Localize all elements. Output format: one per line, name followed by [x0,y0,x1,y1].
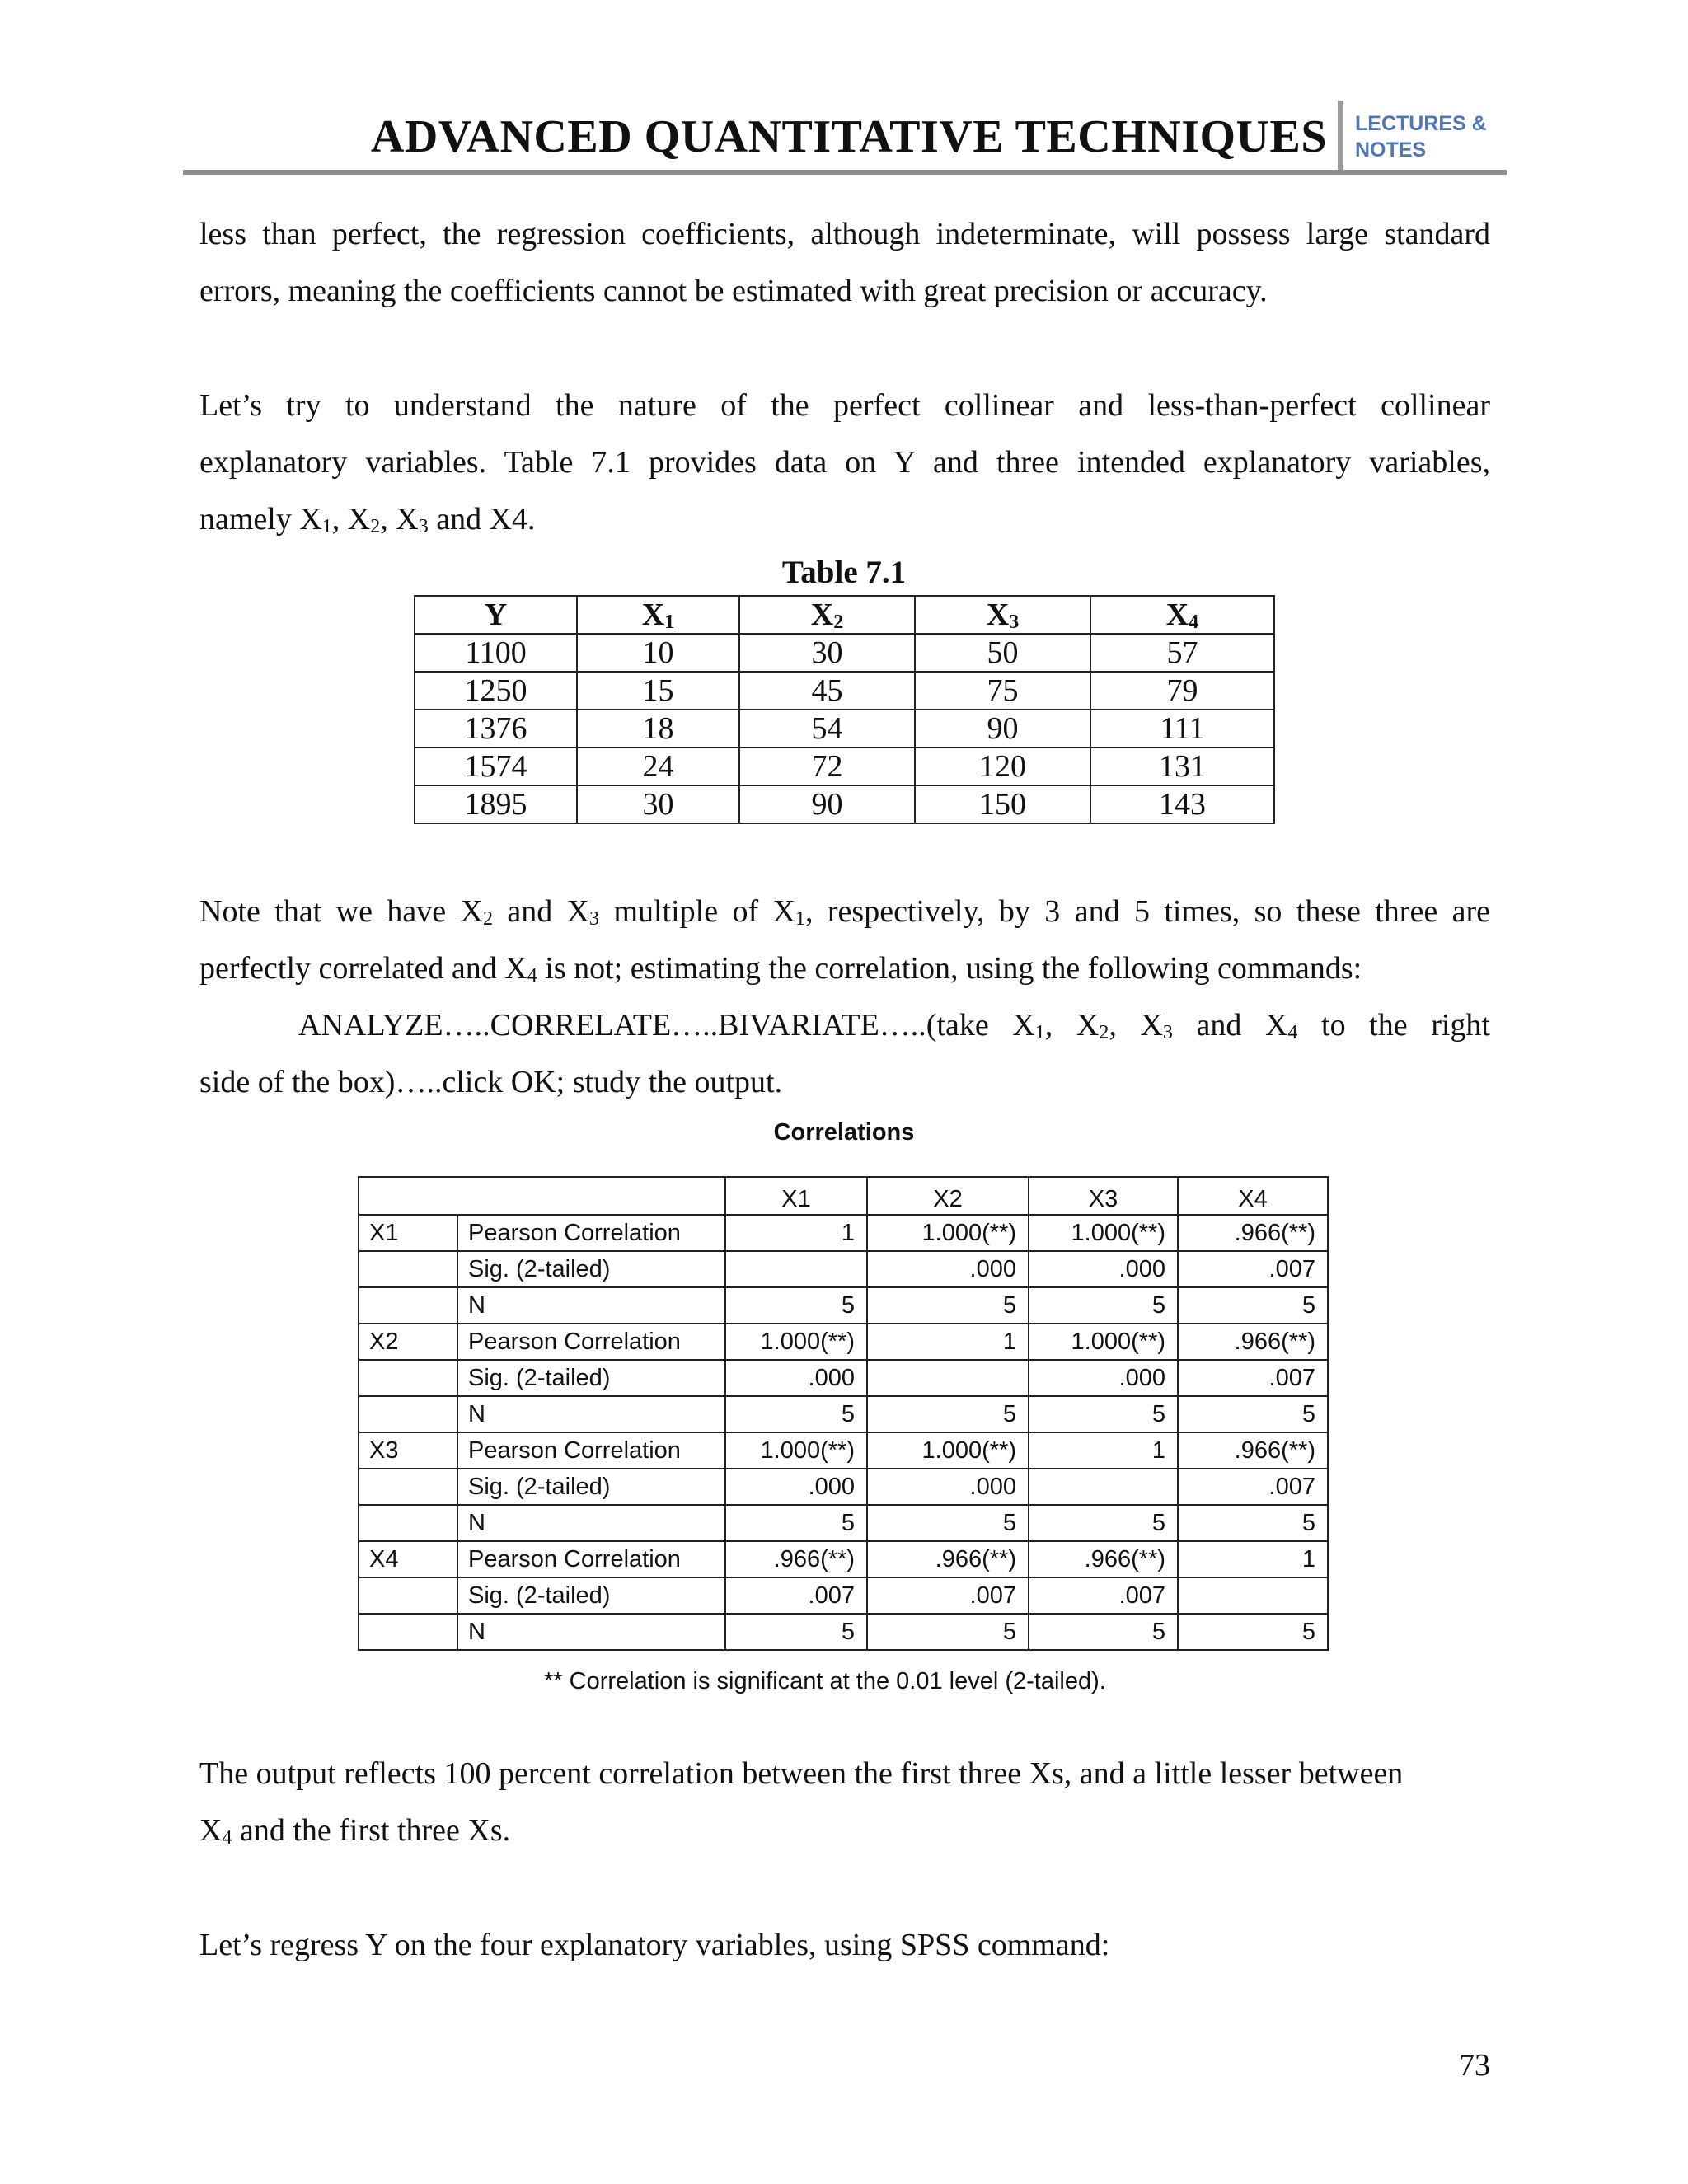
table-cell: 1895 [415,785,577,823]
table-cell: .007 [867,1577,1029,1614]
stat-label: Sig. (2-tailed) [457,1360,725,1396]
table-cell: 75 [915,672,1090,710]
page-number: 73 [1459,2048,1490,2083]
table-row [359,1577,1328,1614]
table-cell: .000 [725,1360,867,1396]
table-cell: 5 [1178,1396,1328,1432]
table-row [359,1360,1328,1396]
table-row [415,634,1274,672]
paragraph-4 [199,1746,1490,1859]
paragraph-3 [199,883,1490,1111]
paragraph-line: side of the box)…..click OK; study the output. [199,1065,783,1099]
column-header: X3 [1029,1177,1178,1215]
table-cell: .007 [1029,1577,1178,1614]
data-table [414,595,1275,824]
variable-label: X1 [359,1215,457,1251]
paragraph-line: $X_4$ and the first three Xs. [199,1813,511,1849]
table-cell: 90 [915,710,1090,748]
table-row [359,1287,1328,1324]
column-header: X4 [1178,1177,1328,1215]
table-cell: 1.000(**) [725,1324,867,1360]
variable-label [359,1614,457,1650]
table-cell: .007 [1178,1360,1328,1396]
table-cell: 54 [739,710,915,748]
table-header-cell: $X_4$ [1090,596,1274,634]
table-cell: 50 [915,634,1090,672]
table-cell: 30 [739,634,915,672]
table-cell: 5 [867,1396,1029,1432]
header-tag-line1: LECTURES & [1355,112,1487,135]
table-cell: 5 [867,1505,1029,1541]
paragraph-line: errors, meaning the coefficients cannot be estimated with great precision or accuracy. [199,274,1268,308]
paragraph-1 [199,206,1490,320]
table-cell: 120 [915,748,1090,785]
table-cell: 5 [725,1287,867,1324]
table-row [415,710,1274,748]
table-cell [725,1251,867,1287]
stat-label: Pearson Correlation [457,1215,725,1251]
table-cell: 72 [739,748,915,785]
table-cell: 45 [739,672,915,710]
stat-label: N [457,1287,725,1324]
variable-label [359,1577,457,1614]
paragraph-line: less than perfect, the regression coefficients, although indeterminate, will possess large standard [199,217,1490,251]
table-cell: 5 [1029,1505,1178,1541]
table-cell: 150 [915,785,1090,823]
paragraph-2 [199,377,1490,548]
table-cell: 1.000(**) [1029,1215,1178,1251]
table-cell: 24 [577,748,739,785]
stat-label: Sig. (2-tailed) [457,1469,725,1505]
table-cell: 1 [1178,1541,1328,1577]
table-cell: .000 [867,1469,1029,1505]
table-header-cell: $X_2$ [739,596,915,634]
table-cell: 5 [1178,1505,1328,1541]
table-cell: 1376 [415,710,577,748]
table-row [415,672,1274,710]
table-cell: 1.000(**) [867,1215,1029,1251]
table-cell: 90 [739,785,915,823]
table-cell: .000 [867,1251,1029,1287]
table-cell: 57 [1090,634,1274,672]
table-cell [1178,1577,1328,1614]
table-row [415,785,1274,823]
variable-label [359,1360,457,1396]
table-cell: 143 [1090,785,1274,823]
table-cell: 1.000(**) [867,1432,1029,1469]
table-cell: .966(**) [867,1541,1029,1577]
stat-label: Pearson Correlation [457,1541,725,1577]
table-header-row [415,596,1274,634]
table-cell: 5 [867,1287,1029,1324]
table-cell: .966(**) [1178,1432,1328,1469]
table-row [359,1541,1328,1577]
header-tag [1355,110,1487,163]
table-cell: 30 [577,785,739,823]
corner-cell [359,1177,725,1215]
header-tag-line2: NOTES [1355,138,1427,162]
table-cell: 18 [577,710,739,748]
stat-label: Pearson Correlation [457,1432,725,1469]
table-cell: .000 [725,1469,867,1505]
variable-label: X2 [359,1324,457,1360]
paragraph-5 [199,1917,1490,1974]
table-cell: .007 [725,1577,867,1614]
table-cell: 5 [1178,1614,1328,1650]
table-row [359,1324,1328,1360]
table-cell: .000 [1029,1360,1178,1396]
table-cell: .007 [1178,1251,1328,1287]
table-cell: .966(**) [725,1541,867,1577]
stat-label: N [457,1614,725,1650]
variable-label [359,1396,457,1432]
column-header: X1 [725,1177,867,1215]
paragraph-line: The output reflects 100 percent correlation between the first three Xs, and a little lesser between [199,1756,1404,1791]
table-cell: .966(**) [1029,1541,1178,1577]
stat-label: Pearson Correlation [457,1324,725,1360]
stat-label: N [457,1505,725,1541]
table-cell: .966(**) [1178,1215,1328,1251]
table-cell: 15 [577,672,739,710]
table-cell: .000 [1029,1251,1178,1287]
table-cell: 1.000(**) [725,1432,867,1469]
header-separator [1338,101,1343,173]
table-cell: 1250 [415,672,577,710]
correlations-title: Correlations [773,1119,915,1146]
table-row [359,1614,1328,1650]
table-cell: 111 [1090,710,1274,748]
variable-label: X4 [359,1541,457,1577]
table-cell: 79 [1090,672,1274,710]
table-row [359,1251,1328,1287]
paragraph-line: explanatory variables. Table 7.1 provides data on Y and three intended explanatory variables, [199,445,1490,480]
table-cell: 5 [1029,1287,1178,1324]
variable-label [359,1287,457,1324]
paragraph-line: Let’s try to understand the nature of the perfect collinear and less-than-perfect collinear [199,388,1490,423]
paragraph-line: Let’s regress Y on the four explanatory variables, using SPSS command: [199,1928,1110,1962]
table-row [359,1396,1328,1432]
table-header-cell: $X_3$ [915,596,1090,634]
table-footnote: ** Correlation is significant at the 0.01 level (2-tailed). [544,1668,1106,1694]
table-cell: 1 [1029,1432,1178,1469]
table-row [415,748,1274,785]
table-header-cell: Y [415,596,577,634]
table-cell: 1 [725,1215,867,1251]
table-cell [867,1360,1029,1396]
header-title: ADVANCED QUANTITATIVE TECHNIQUES [370,111,1327,162]
table-cell: 10 [577,634,739,672]
table-cell: 5 [867,1614,1029,1650]
table-cell: 5 [1029,1614,1178,1650]
page-header [183,97,1507,173]
variable-label: X3 [359,1432,457,1469]
table-header-cell: $X_1$ [577,596,739,634]
correlations-table [358,1176,1329,1651]
table-row [359,1215,1328,1251]
table-cell: 1574 [415,748,577,785]
table-caption: Table 7.1 [781,555,907,590]
header-rule [183,170,1507,175]
command-line: ANALYZE…..CORRELATE…..BIVARIATE…..(take $X_1$, $X_2$, $X_3$ and $X_4$ to the right [298,1008,1490,1043]
stat-label: Sig. (2-tailed) [457,1251,725,1287]
table-row [359,1432,1328,1469]
table-row [359,1469,1328,1505]
table-cell: 131 [1090,748,1274,785]
table-cell [1029,1469,1178,1505]
table-cell: 5 [725,1396,867,1432]
table-cell: 5 [725,1614,867,1650]
table-cell: 1100 [415,634,577,672]
table-cell: 5 [725,1505,867,1541]
table-cell: 5 [1178,1287,1328,1324]
table-cell: .007 [1178,1469,1328,1505]
variable-label [359,1505,457,1541]
stat-label: N [457,1396,725,1432]
table-cell: 1.000(**) [1029,1324,1178,1360]
column-header: X2 [867,1177,1029,1215]
variable-label [359,1251,457,1287]
table-cell: .966(**) [1178,1324,1328,1360]
variable-label [359,1469,457,1505]
stat-label: Sig. (2-tailed) [457,1577,725,1614]
paragraph-line: Note that we have $X_2$ and $X_3$ multiple of $X_1$, respectively, by 3 and 5 times, so these three are [199,894,1490,930]
table-cell: 5 [1029,1396,1178,1432]
paragraph-line: namely $X_1$, $X_2$, $X_3$ and X4. [199,502,536,537]
correlations-header-row [359,1177,1328,1215]
paragraph-line: perfectly correlated and $X_4$ is not; estimating the correlation, using the following commands: [199,951,1362,987]
table-cell: 1 [867,1324,1029,1360]
table-row [359,1505,1328,1541]
